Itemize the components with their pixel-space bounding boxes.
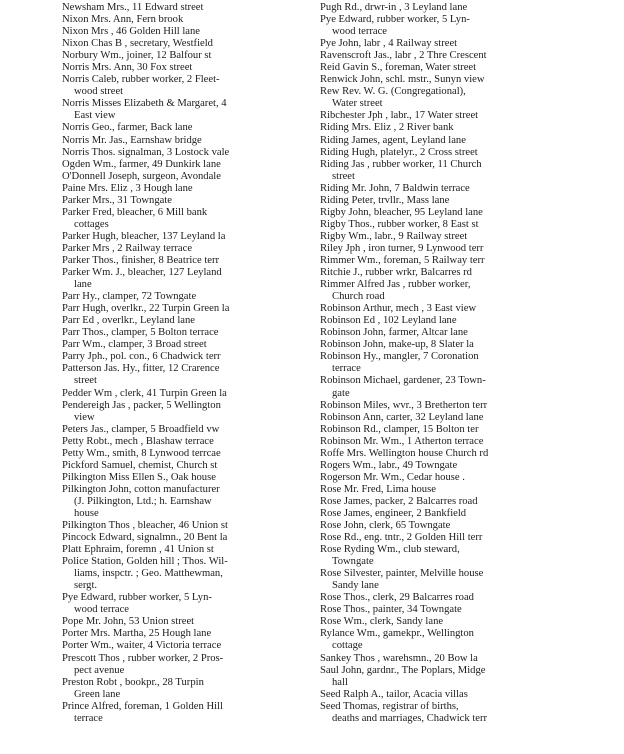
directory-entry bbox=[62, 592, 310, 616]
entry-line: Rose James, packer, 2 Balcarres road bbox=[320, 495, 478, 507]
entry-line: Parker Thos., finisher, 8 Beatrice terr bbox=[62, 254, 220, 266]
directory-entry bbox=[320, 653, 552, 665]
entry-line: Rigby John, bleacher, 95 Leyland lane bbox=[320, 206, 483, 218]
entry-line: Prince Alfred, foreman, 1 Golden Hill bbox=[62, 700, 223, 712]
directory-entry bbox=[62, 2, 310, 14]
entry-line: Riding Peter, trvllr., Mass lane bbox=[320, 194, 450, 206]
entry-line: Rose Thos., clerk, 29 Balcarres road bbox=[320, 592, 474, 604]
directory-entry bbox=[320, 592, 552, 604]
entry-continuation-line: terrace bbox=[332, 363, 361, 375]
directory-entry bbox=[320, 38, 552, 50]
directory-entry bbox=[62, 14, 310, 26]
directory-entry bbox=[320, 195, 552, 207]
directory-entry bbox=[62, 520, 310, 532]
directory-entry bbox=[320, 436, 552, 448]
directory-entry bbox=[62, 653, 310, 677]
entry-line: Peters Jas., clamper, 5 Broadfield vw bbox=[62, 423, 220, 435]
entry-line: Parr Ed , overlkr., Leyland lane bbox=[62, 315, 195, 327]
entry-continuation-line: gate bbox=[332, 387, 350, 399]
entry-continuation-line: (J. Pilkington, Ltd.; h. Earnshaw bbox=[74, 495, 212, 507]
entry-continuation-line: wood street bbox=[74, 86, 124, 98]
entry-line: Rose Mr. Fred, Lima house bbox=[320, 483, 436, 495]
entry-continuation-line: lane bbox=[74, 279, 92, 291]
entry-line: Pope Mr. John, 53 Union street bbox=[62, 616, 195, 628]
entry-line: Prescott Thos , rubber worker, 2 Pros- bbox=[62, 652, 224, 664]
entry-line: Sankey Thos , warehsmn., 20 Bow la bbox=[320, 652, 478, 664]
entry-line: O'Donnell Joseph, surgeon, Avondale bbox=[62, 170, 221, 182]
directory-entry bbox=[320, 207, 552, 219]
entry-line: Rogerson Mr. Wm., Cedar house . bbox=[320, 471, 465, 483]
entry-line: Rylance Wm., gamekpr., Wellington bbox=[320, 628, 474, 640]
entry-line: Rose John, clerk, 65 Towngate bbox=[320, 520, 451, 532]
entry-continuation-line: house bbox=[74, 507, 99, 519]
entry-line: Rogers Wm., labr., 49 Towngate bbox=[320, 459, 458, 471]
entry-line: Riding Mrs. Eliz , 2 River bank bbox=[320, 122, 454, 134]
directory-entry bbox=[320, 219, 552, 231]
entry-line: Pickford Samuel, chemist, Church st bbox=[62, 459, 218, 471]
entry-line: Norris Mrs. Ann, 30 Fox street bbox=[62, 62, 193, 74]
directory-entry bbox=[62, 556, 310, 592]
entry-line: Riley Jph , iron turner, 9 Lynwood terr bbox=[320, 242, 484, 254]
entry-line: Seed Thomas, registrar of births, bbox=[320, 700, 459, 712]
entry-continuation-line: deaths and marriages, Chadwick terr bbox=[332, 712, 488, 724]
entry-line: Petty Wm., smith, 8 Lynwood terrcae bbox=[62, 447, 221, 459]
entry-line: Seed Ralph A., tailor, Acacia villas bbox=[320, 688, 468, 700]
entry-continuation-line: wood terrace bbox=[332, 26, 387, 38]
directory-entry bbox=[320, 424, 552, 436]
entry-line: Parker Mrs , 2 Railway terrace bbox=[62, 242, 193, 254]
entry-line: Pilkington Thos , bleacher, 46 Union st bbox=[62, 520, 228, 532]
entry-line: Pye Edward, rubber worker, 5 Lyn- bbox=[62, 592, 212, 604]
directory-entry bbox=[62, 98, 310, 122]
directory-entry bbox=[320, 701, 552, 725]
directory-entry bbox=[62, 460, 310, 472]
entry-line: Rose Rd., eng. tntr., 2 Golden Hill terr bbox=[320, 532, 483, 544]
directory-entry bbox=[320, 279, 552, 303]
entry-continuation-line: liams, inspctr. ; Geo. Matthewman, bbox=[74, 568, 223, 580]
directory-entry bbox=[320, 267, 552, 279]
directory-entry bbox=[62, 448, 310, 460]
directory-entry bbox=[62, 291, 310, 303]
entry-line: Nixon Mrs , 46 Golden Hill lane bbox=[62, 26, 200, 38]
directory-entry bbox=[320, 484, 552, 496]
entry-line: Robinson Arthur, mech , 3 East view bbox=[320, 303, 477, 315]
entry-continuation-line: terrace bbox=[74, 712, 103, 724]
entry-line: Norris Mr. Jas., Earnshaw bridge bbox=[62, 134, 202, 146]
entry-line: Ravenscroft Jas., labr , 2 Thre Crescent bbox=[320, 50, 487, 62]
entry-line: Ritchie J., rubber wrkr, Balcarres rd bbox=[320, 267, 472, 279]
directory-entry bbox=[62, 159, 310, 171]
directory-entry bbox=[62, 74, 310, 98]
directory-entry bbox=[62, 640, 310, 652]
entry-continuation-line: East view bbox=[74, 110, 116, 122]
entry-line: Parker Hugh, bleacher, 137 Leyland la bbox=[62, 230, 226, 242]
directory-entry bbox=[62, 436, 310, 448]
directory-entry bbox=[320, 62, 552, 74]
directory-entry bbox=[62, 50, 310, 62]
entry-line: Rose Ryding Wm., club steward, bbox=[320, 544, 460, 556]
entry-continuation-line: Sandy lane bbox=[332, 580, 379, 592]
directory-entry bbox=[62, 351, 310, 363]
directory-entry bbox=[320, 508, 552, 520]
directory-entry bbox=[320, 412, 552, 424]
directory-entry bbox=[320, 665, 552, 689]
entry-continuation-line: pect avenue bbox=[74, 664, 125, 676]
directory-entry bbox=[320, 472, 552, 484]
directory-entry bbox=[62, 267, 310, 291]
entry-line: Robinson Ed , 102 Leyland lane bbox=[320, 315, 457, 327]
entry-line: Pye John, labr , 4 Railway street bbox=[320, 38, 458, 50]
entry-continuation-line: Green lane bbox=[74, 688, 121, 700]
directory-entry bbox=[62, 616, 310, 628]
directory-entry bbox=[320, 135, 552, 147]
directory-entry bbox=[62, 231, 310, 243]
entry-line: Rigby Wm., labr., 9 Railway street bbox=[320, 230, 468, 242]
directory-entry bbox=[62, 424, 310, 436]
entry-line: Rose Wm., clerk, Sandy lane bbox=[320, 616, 444, 628]
entry-line: Robinson Miles, wvr., 3 Bretherton terr bbox=[320, 399, 488, 411]
entry-line: Nixon Chas B , secretary, Westfield bbox=[62, 38, 213, 50]
directory-entry bbox=[62, 339, 310, 351]
directory-entry bbox=[62, 171, 310, 183]
directory-entry bbox=[320, 568, 552, 592]
directory-entry bbox=[62, 26, 310, 38]
entry-line: Renwick John, schl. mstr., Sunyn view bbox=[320, 74, 485, 86]
entry-continuation-line: Towngate bbox=[332, 556, 374, 568]
directory-entry bbox=[320, 183, 552, 195]
entry-line: Robinson Rd., clamper, 15 Bolton ter bbox=[320, 423, 479, 435]
directory-entry bbox=[62, 701, 310, 725]
entry-line: Ogden Wm., farmer, 49 Dunkirk lane bbox=[62, 158, 221, 170]
directory-entry bbox=[320, 147, 552, 159]
entry-continuation-line: sergt. bbox=[74, 580, 98, 592]
entry-line: Pye Edward, rubber worker, 5 Lyn- bbox=[320, 14, 470, 26]
directory-entry bbox=[320, 532, 552, 544]
directory-entry bbox=[320, 689, 552, 701]
entry-line: Paine Mrs. Eliz , 3 Hough lane bbox=[62, 182, 193, 194]
directory-entry bbox=[320, 400, 552, 412]
directory-entry bbox=[62, 388, 310, 400]
directory-entry bbox=[320, 351, 552, 375]
entry-continuation-line: street bbox=[74, 375, 97, 387]
entry-line: Pedder Wm , clerk, 41 Turpin Green la bbox=[62, 387, 227, 399]
entry-line: Parr Hy., clamper, 72 Towngate bbox=[62, 291, 197, 303]
directory-entry bbox=[62, 255, 310, 267]
entry-line: Patterson Jas. Hy., fitter, 12 Crarence bbox=[62, 363, 220, 375]
entry-line: Police Station, Golden hill ; Thos. Wil- bbox=[62, 556, 228, 568]
entry-line: Pilkington John, cotton manufacturer bbox=[62, 483, 220, 495]
entry-line: Nixon Mrs. Ann, Fern brook bbox=[62, 14, 184, 26]
entry-continuation-line: hall bbox=[332, 676, 348, 688]
directory-entry bbox=[320, 159, 552, 183]
entry-line: Norris Caleb, rubber worker, 2 Fleet- bbox=[62, 74, 220, 86]
entry-line: Robinson Mr. Wm., 1 Atherton terrace bbox=[320, 435, 484, 447]
entry-line: Norbury Wm., joiner, 12 Balfour st bbox=[62, 50, 212, 62]
entry-line: Riding Jas , rubber worker, 11 Church bbox=[320, 158, 482, 170]
entry-line: Robinson John, make-up, 8 Slater la bbox=[320, 339, 474, 351]
entry-line: Parr Thos., clamper, 5 Bolton terrace bbox=[62, 327, 219, 339]
entry-line: Riding Hugh, platelyr., 2 Cross street bbox=[320, 146, 478, 158]
entry-line: Rose Thos., painter, 34 Towngate bbox=[320, 604, 462, 616]
entry-line: Rose Silvester, painter, Melville house bbox=[320, 568, 484, 580]
entry-line: Robinson Michael, gardener, 23 Town- bbox=[320, 375, 486, 387]
directory-entry bbox=[62, 628, 310, 640]
directory-entry bbox=[62, 484, 310, 520]
right-column bbox=[320, 2, 552, 725]
entry-continuation-line: Church road bbox=[332, 291, 385, 303]
left-column bbox=[62, 2, 310, 725]
directory-entry bbox=[320, 604, 552, 616]
directory-entry bbox=[62, 327, 310, 339]
entry-continuation-line: cottage bbox=[332, 640, 363, 652]
entry-line: Platt Ephraim, foremn , 41 Union st bbox=[62, 544, 214, 556]
directory-entry bbox=[320, 231, 552, 243]
directory-entry bbox=[320, 616, 552, 628]
directory-entry bbox=[320, 243, 552, 255]
directory-entry bbox=[62, 677, 310, 701]
entry-line: Rigby Thos., rubber worker, 8 East st bbox=[320, 218, 479, 230]
entry-line: Roffe Mrs. Wellington house Church rd bbox=[320, 447, 489, 459]
directory-entry bbox=[62, 363, 310, 387]
directory-entry bbox=[320, 544, 552, 568]
entry-line: Pugh Rd., drwr-in , 3 Leyland lane bbox=[320, 2, 468, 13]
directory-entry bbox=[62, 147, 310, 159]
entry-line: Robinson John, farmer, Altcar lane bbox=[320, 327, 468, 339]
entry-line: Rose James, engineer, 2 Bankfield bbox=[320, 507, 467, 519]
directory-entry bbox=[320, 448, 552, 460]
entry-line: Parker Fred, bleacher, 6 Mill bank bbox=[62, 206, 208, 218]
directory-entry bbox=[320, 50, 552, 62]
entry-continuation-line: street bbox=[332, 170, 355, 182]
entry-line: Parker Mrs., 31 Towngate bbox=[62, 194, 172, 206]
directory-entry bbox=[320, 255, 552, 267]
entry-line: Newsham Mrs., 11 Edward street bbox=[62, 2, 204, 13]
entry-line: Pincock Edward, signalmn., 20 Bent la bbox=[62, 532, 228, 544]
directory-entry bbox=[62, 207, 310, 231]
directory-entry bbox=[320, 110, 552, 122]
entry-line: Pilkington Miss Ellen S., Oak house bbox=[62, 471, 216, 483]
entry-line: Parry Jph., pol. con., 6 Chadwick terr bbox=[62, 351, 221, 363]
entry-continuation-line: Water street bbox=[332, 98, 383, 110]
entry-line: Norris Misses Elizabeth & Margaret, 4 bbox=[62, 98, 227, 110]
directory-entry bbox=[320, 315, 552, 327]
directory-entry bbox=[62, 315, 310, 327]
entry-line: Rimmer Wm., foreman, 5 Railway terr bbox=[320, 254, 485, 266]
entry-line: Reid Gavin S., foreman, Water street bbox=[320, 62, 477, 74]
directory-entry bbox=[320, 327, 552, 339]
directory-entry bbox=[320, 86, 552, 110]
entry-line: Petty Robt., mech , Blashaw terrace bbox=[62, 435, 214, 447]
directory-entry bbox=[320, 375, 552, 399]
directory-entry bbox=[320, 628, 552, 652]
entry-continuation-line: view bbox=[74, 411, 95, 423]
entry-line: Porter Wm., waiter, 4 Victoria terrace bbox=[62, 640, 222, 652]
directory-entry bbox=[62, 472, 310, 484]
directory-entry bbox=[62, 243, 310, 255]
entry-line: Preston Robt , bookpr., 28 Turpin bbox=[62, 676, 204, 688]
entry-line: Ribchester Jph , labr., 17 Water street bbox=[320, 110, 479, 122]
directory-entry bbox=[320, 460, 552, 472]
directory-entry bbox=[320, 122, 552, 134]
directory-entry bbox=[62, 183, 310, 195]
directory-entry bbox=[62, 400, 310, 424]
entry-line: Norris Thos. signalman, 3 Lostock vale bbox=[62, 146, 230, 158]
entry-line: Rimmer Alfred Jas , rubber worker, bbox=[320, 279, 471, 291]
entry-line: Norris Geo., farmer, Back lane bbox=[62, 122, 193, 134]
directory-entry bbox=[320, 520, 552, 532]
directory-entry bbox=[320, 14, 552, 38]
directory-entry bbox=[62, 122, 310, 134]
directory-entry bbox=[320, 303, 552, 315]
directory-entry bbox=[62, 544, 310, 556]
entry-line: Rew Rev. W. G. (Congregational), bbox=[320, 86, 466, 98]
entry-line: Pendereigh Jas , packer, 5 Wellington bbox=[62, 399, 221, 411]
directory-entry bbox=[62, 532, 310, 544]
entry-line: Parker Wm. J., bleacher, 127 Leyland bbox=[62, 267, 222, 279]
directory-entry bbox=[62, 38, 310, 50]
directory-entry bbox=[320, 2, 552, 14]
directory-entry bbox=[62, 135, 310, 147]
directory-entry bbox=[320, 496, 552, 508]
entry-continuation-line: wood terrace bbox=[74, 604, 129, 616]
entry-line: Parr Wm., clamper, 3 Broad street bbox=[62, 339, 207, 351]
entry-continuation-line: cottages bbox=[74, 218, 109, 230]
directory-entry bbox=[62, 62, 310, 74]
entry-line: Robinson Hy., mangler, 7 Coronation bbox=[320, 351, 479, 363]
directory-entry bbox=[320, 74, 552, 86]
entry-line: Saul John, gardnr., The Poplars, Midge bbox=[320, 664, 486, 676]
entry-line: Robinson Ann, carter, 32 Leyland lane bbox=[320, 411, 484, 423]
entry-line: Parr Hugh, overlkr., 22 Turpin Green la bbox=[62, 303, 230, 315]
entry-line: Riding Mr. John, 7 Baldwin terrace bbox=[320, 182, 470, 194]
directory-entry bbox=[320, 339, 552, 351]
directory-entry bbox=[62, 195, 310, 207]
directory-entry bbox=[62, 303, 310, 315]
entry-line: Porter Mrs. Martha, 25 Hough lane bbox=[62, 628, 212, 640]
entry-line: Riding James, agent, Leyland lane bbox=[320, 134, 466, 146]
